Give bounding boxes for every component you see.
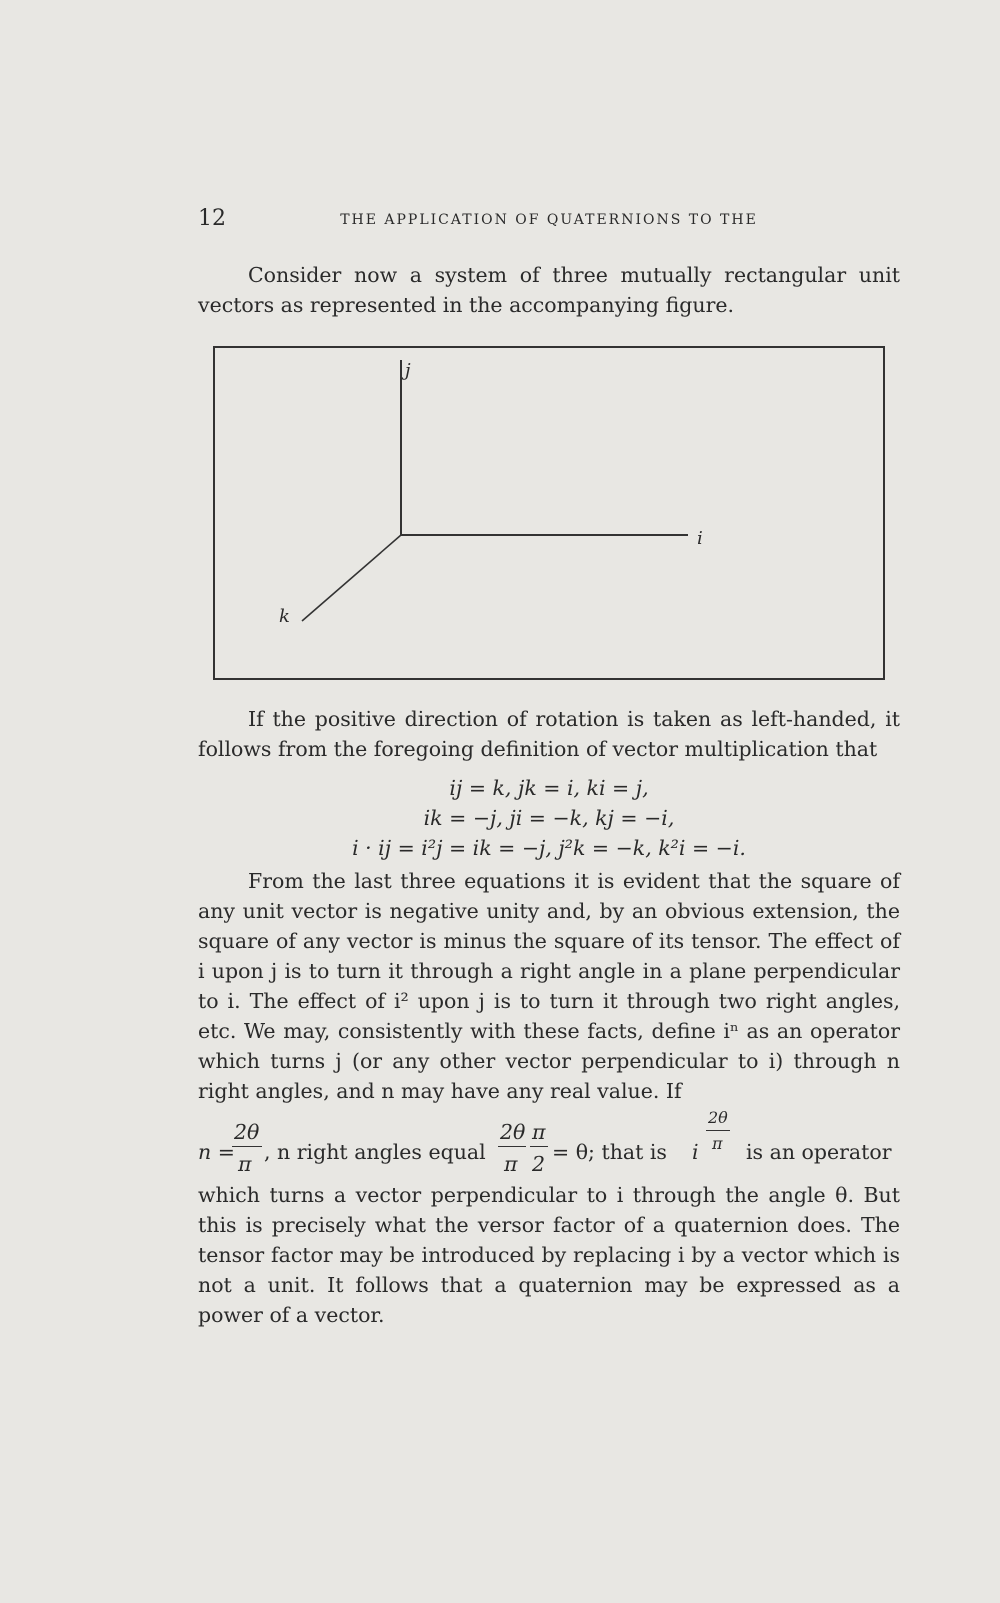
square-paragraph: From the last three equations it is evident that the square of any unit vector is negative unity and, by an obvious extension, the square of any vector is minus the square of its tensor. The effect of i upon j is to turn it through a right angle in a plane perpendicular to i. The effect of i² upon j is to turn it through two right angles, etc. We may, consistently with these facts, define iⁿ as an operator which turns j (or any other vector perpendicular to i) through n right angles, and n may have any real value. If [198,869,900,1103]
rotation-paragraph: If the positive direction of rotation is taken as left-handed, it follows from the foregoing definition of vector multiplication that [198,707,900,761]
equation-line-3: i · ij = i²j = ik = −j, j²k = −k, k²i = −i. [352,836,746,860]
unit-vectors-figure [213,346,885,680]
exponent-bar [706,1130,730,1131]
k-axis [302,535,401,621]
intro-paragraph: Consider now a system of three mutually rectangular unit vectors as represented in the accompanying figure. [198,263,900,317]
frac3-bar [530,1146,548,1147]
versor-paragraph: which turns a vector perpendicular to i through the angle θ. But this is precisely what the versor factor of a quaternion does. The tensor factor may be introduced by replacing i by a vector which is not a unit. It follows that a quaternion may be expressed as a power of a vector. [198,1183,900,1327]
k-axis-label: k [279,606,290,627]
j-axis-label: j [405,360,411,381]
exponent-denominator: π [712,1134,723,1153]
fraction-line [198,1108,900,1180]
page-header [198,206,900,236]
frac1-bar [232,1146,262,1147]
running-head: THE APPLICATION OF QUATERNIONS TO THE [340,212,758,228]
operator-text: is an operator [746,1140,892,1164]
frac2-numerator: 2θ [500,1120,526,1144]
equation-line-2: ik = −j, ji = −k, kj = −i, [423,806,675,830]
right-angles-text: , n right angles equal [264,1140,486,1164]
equals-theta-text: = θ; that is [552,1140,667,1164]
exponent-numerator: 2θ [708,1108,728,1127]
axes-diagram [215,348,883,678]
frac1-numerator: 2θ [234,1120,260,1144]
frac3-denominator: 2 [532,1152,546,1176]
page-number: 12 [198,206,226,231]
equation-line-1: ij = k, jk = i, ki = j, [449,776,649,800]
i-base: i [692,1140,699,1164]
i-axis-label: i [697,528,703,549]
frac3-numerator: π [532,1120,546,1144]
frac2-bar [498,1146,526,1147]
frac1-denominator: π [238,1152,252,1176]
frac2-denominator: π [504,1152,518,1176]
n-equals: n = [198,1140,235,1164]
